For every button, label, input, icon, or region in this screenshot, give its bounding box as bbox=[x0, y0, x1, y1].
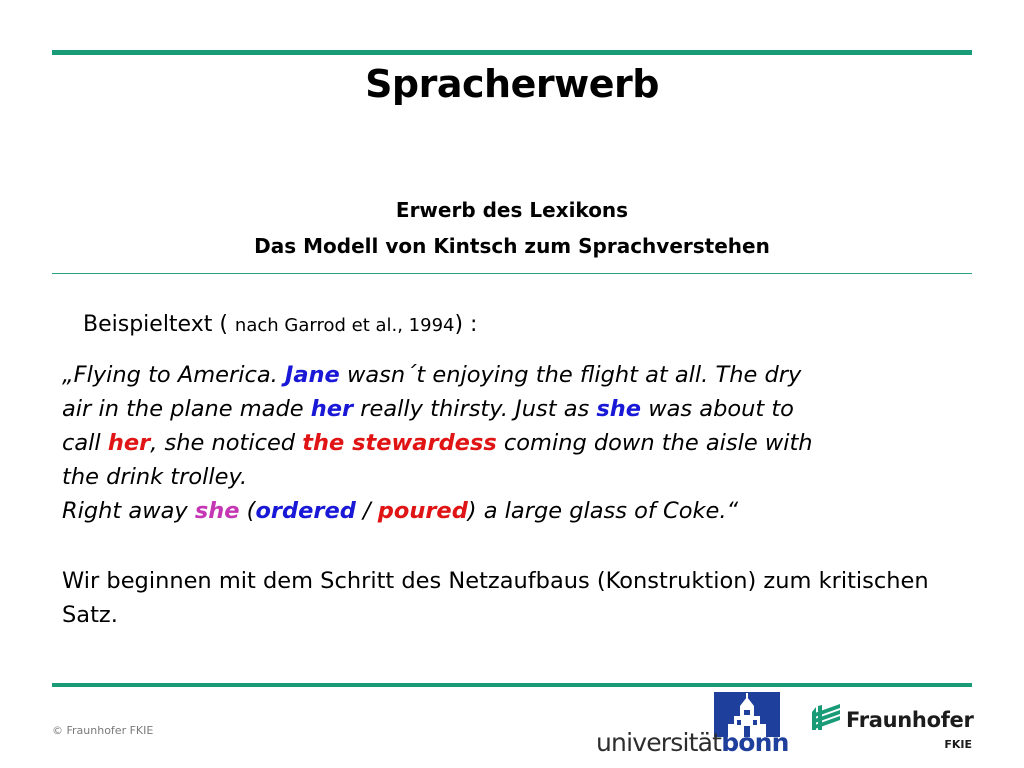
quote-text: „Flying to America. bbox=[62, 362, 285, 388]
quote-text: wasn´t enjoying the flight at all. The dry bbox=[339, 362, 802, 388]
copyright-notice: © Fraunhofer FKIE bbox=[52, 724, 154, 737]
middle-rule bbox=[52, 273, 972, 274]
quote-text: ) a large glass of Coke.“ bbox=[467, 498, 739, 524]
quote-line-5 bbox=[62, 494, 967, 528]
quote-text: call bbox=[62, 430, 108, 456]
quote-text: , she noticed bbox=[150, 430, 303, 456]
quote-text: coming down the aisle with bbox=[496, 430, 813, 456]
slide-title: Spracherwerb bbox=[365, 62, 659, 106]
source-prefix: Beispieltext ( bbox=[83, 312, 235, 337]
university-bonn-logo bbox=[596, 692, 789, 762]
quote-text: really thirsty. Just as bbox=[353, 396, 597, 422]
bonn-wordmark bbox=[596, 728, 789, 757]
source-line bbox=[83, 312, 477, 337]
bonn-wordmark-a: universität bbox=[596, 728, 722, 757]
quote-line-3 bbox=[62, 426, 967, 460]
highlight-stewardess: the stewardess bbox=[302, 430, 497, 456]
fraunhofer-logo bbox=[812, 702, 974, 758]
fraunhofer-institute: FKIE bbox=[944, 738, 972, 751]
highlight-she-critical: she bbox=[194, 498, 240, 524]
bonn-wordmark-b: bonn bbox=[721, 728, 789, 757]
source-suffix: ) : bbox=[454, 312, 478, 337]
fraunhofer-name: Fraunhofer bbox=[846, 708, 974, 732]
top-rule bbox=[52, 50, 972, 55]
highlight-ordered: ordered bbox=[255, 498, 356, 524]
highlight-her: her bbox=[310, 396, 354, 422]
quote-text: air in the plane made bbox=[62, 396, 311, 422]
bottom-rule bbox=[52, 683, 972, 687]
highlight-she: she bbox=[596, 396, 642, 422]
quote-line-1 bbox=[62, 358, 967, 392]
source-reference: nach Garrod et al., 1994 bbox=[234, 315, 455, 336]
quote-text: Right away bbox=[62, 498, 195, 524]
quote-text: / bbox=[355, 498, 378, 524]
quote-line-2 bbox=[62, 392, 967, 426]
subtitle-line-2: Das Modell von Kintsch zum Sprachverstehen bbox=[254, 234, 770, 258]
quote-text: was about to bbox=[641, 396, 794, 422]
subtitle-line-1: Erwerb des Lexikons bbox=[395, 198, 629, 222]
slide-subtitle bbox=[0, 192, 1024, 264]
highlight-her-red: her bbox=[107, 430, 151, 456]
highlight-poured: poured bbox=[377, 498, 468, 524]
example-quote bbox=[62, 358, 967, 528]
fraunhofer-mark-icon bbox=[812, 704, 842, 730]
quote-line-4: the drink trolley. bbox=[62, 464, 248, 490]
quote-text: ( bbox=[239, 498, 256, 524]
highlight-jane: Jane bbox=[284, 362, 340, 388]
note-text: Wir beginnen mit dem Schritt des Netzaufbaus (Konstruktion) zum kritischen Satz. bbox=[62, 568, 929, 628]
